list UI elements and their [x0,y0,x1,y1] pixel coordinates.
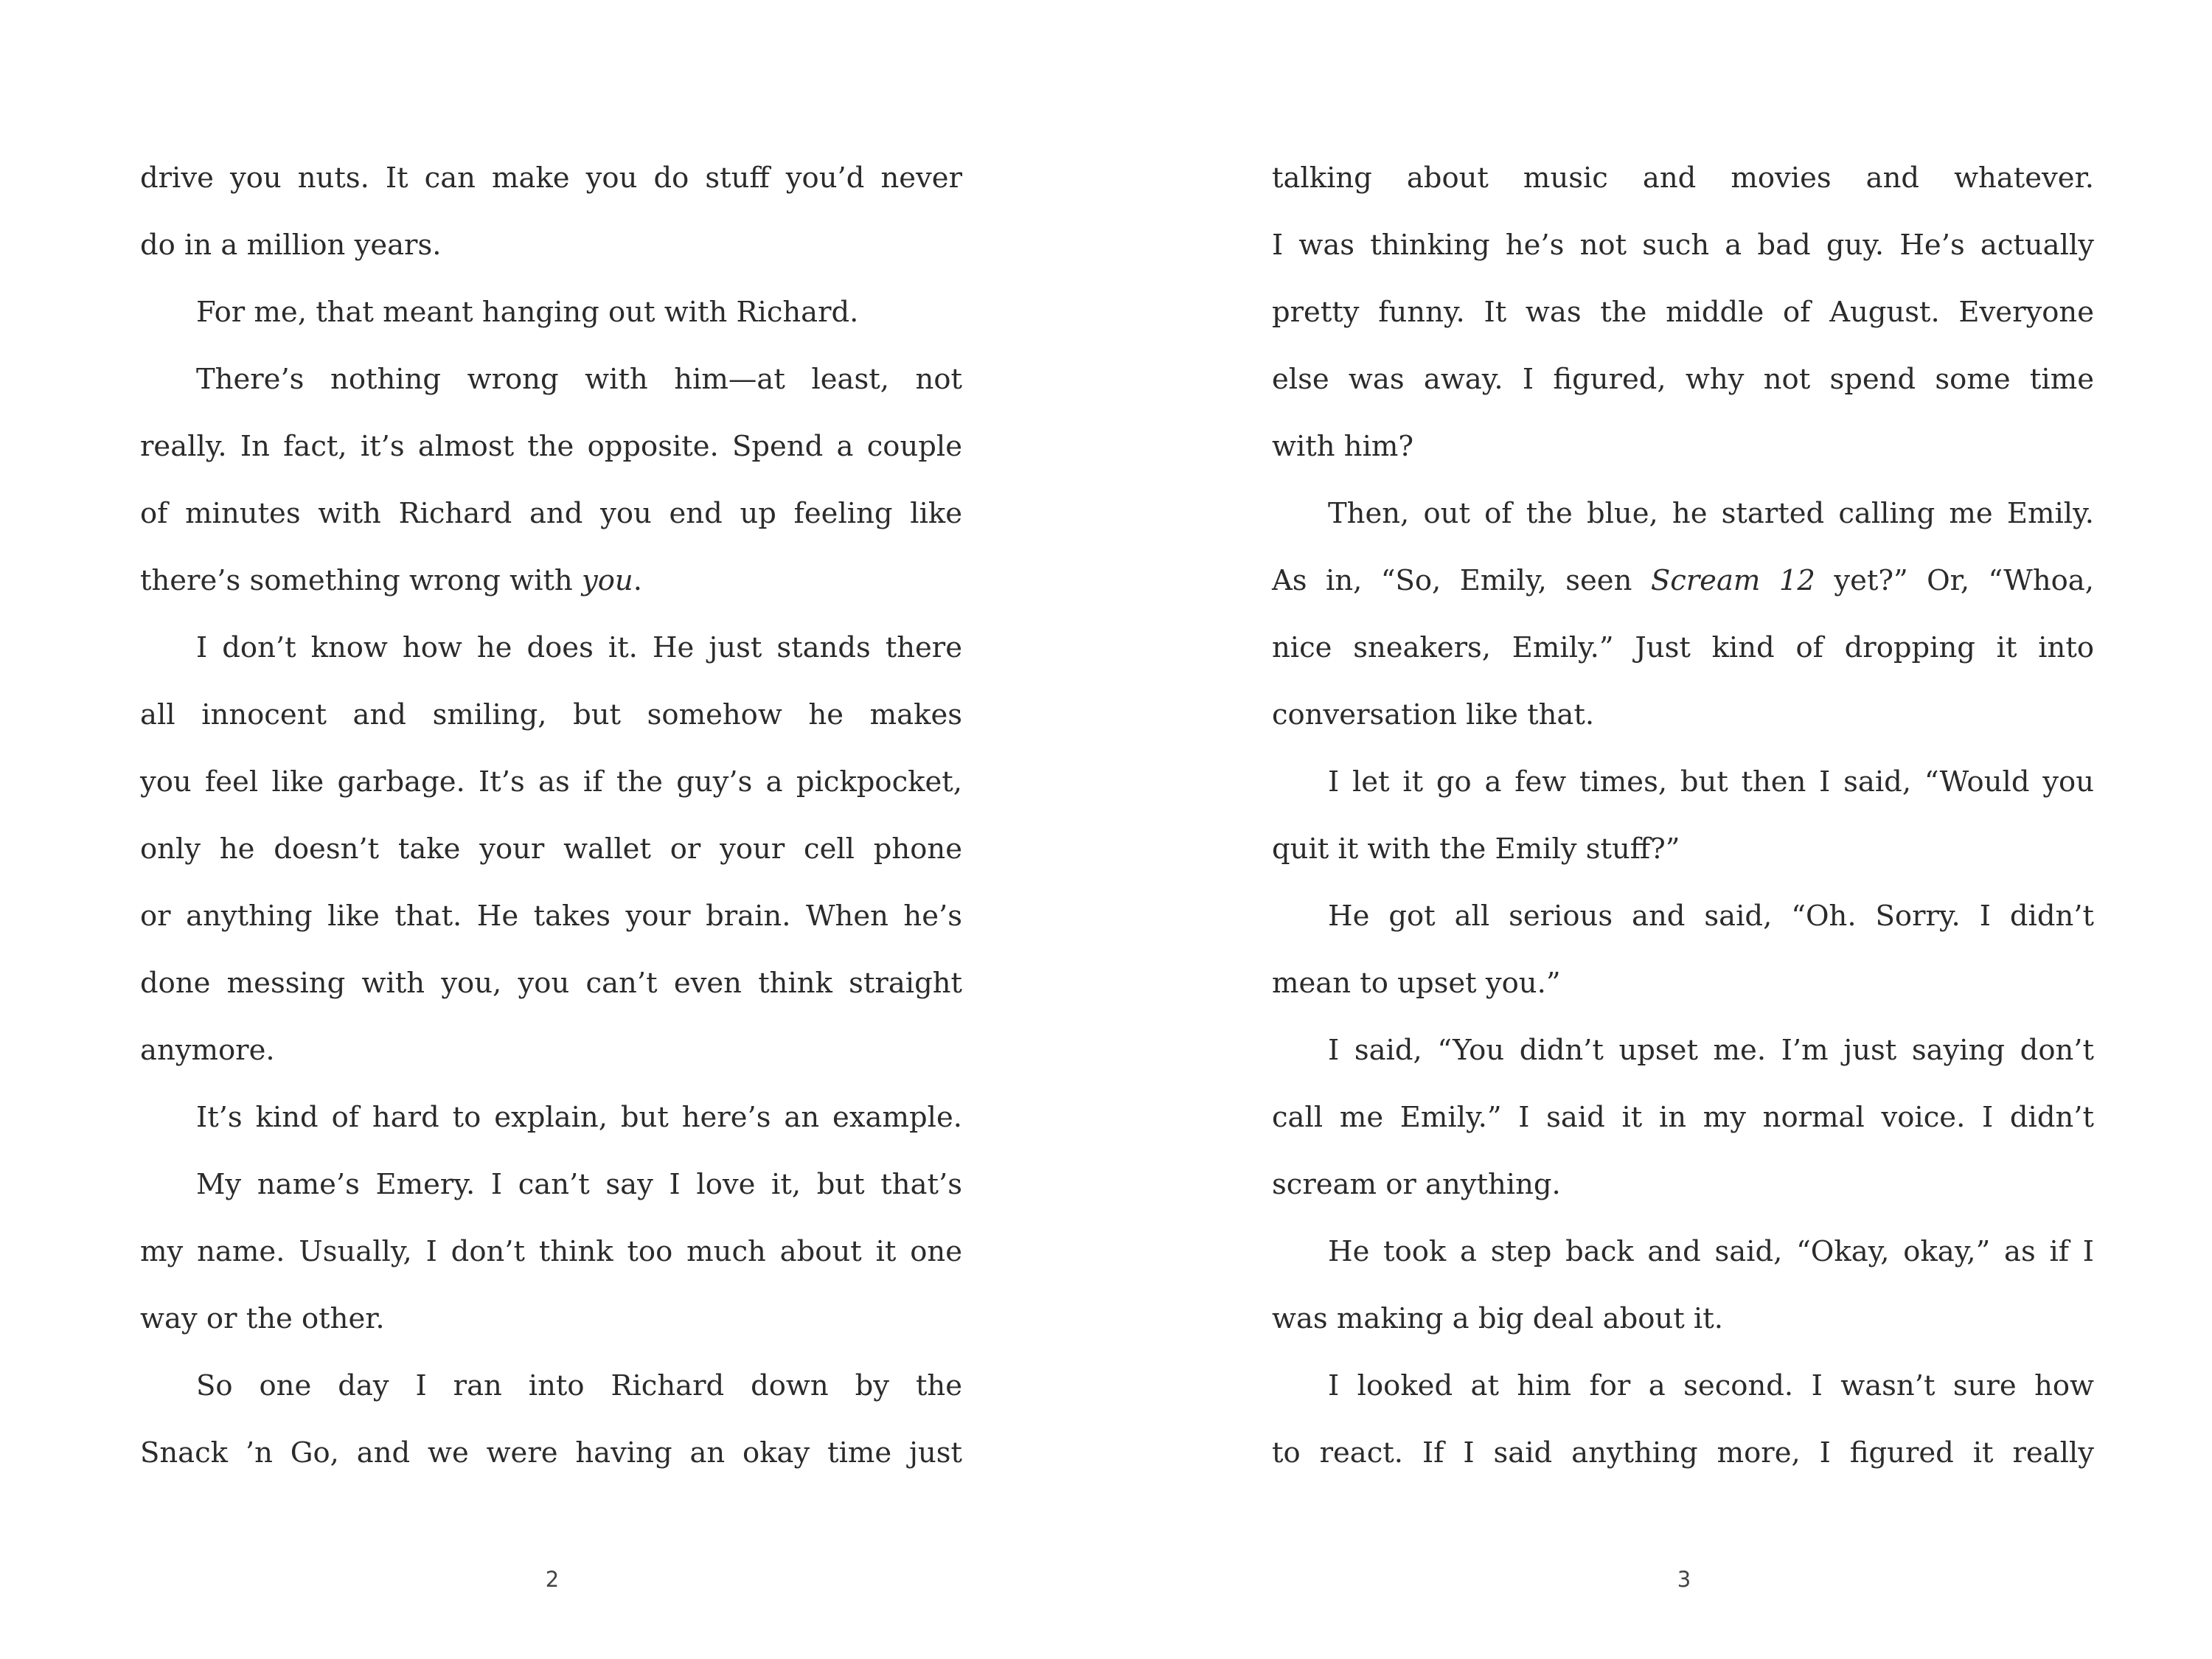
text-line: anymore. [140,1034,275,1067]
text-run: yet?” Or, “Whoa, [1815,564,2095,597]
text-line: do in a million years. [140,229,442,262]
text-line: For me, that meant hanging out with Richard. [196,296,859,329]
text-line: or anything like that. He takes your brain. When he’s [140,900,962,933]
text-line: pretty funny. It was the middle of August. Everyone [1272,296,2094,329]
text-line: I let it go a few times, but then I said, “Would you [1328,765,2094,799]
text-line: all innocent and smiling, but somehow he makes [140,698,962,731]
text-line: nice sneakers, Emily.” Just kind of dropping it into [1272,631,2094,664]
text-line: He took a step back and said, “Okay, okay,” as if I [1328,1235,2094,1268]
page-number: 3 [1677,1567,1691,1592]
text-line: my name. Usually, I don’t think too much about it one [140,1235,962,1268]
text-line: I was thinking he’s not such a bad guy. He’s actually [1272,229,2094,262]
text-line: talking about music and movies and whatever. [1272,161,2094,195]
text-line: to react. If I said anything more, I figured it really [1272,1436,2094,1470]
text-line: There’s nothing wrong with him—at least, not [196,363,962,396]
text-line: mean to upset you.” [1272,967,1561,1000]
text-line: He got all serious and said, “Oh. Sorry. I didn’t [1328,900,2094,933]
text-line: quit it with the Emily stuff?” [1272,832,1680,866]
italic-text: Scream 12 [1650,564,1815,597]
text-line: way or the other. [140,1302,385,1335]
text-line: I don’t know how he does it. He just stands there [196,631,962,664]
text-line: drive you nuts. It can make you do stuff you’d never [140,161,962,195]
text-line: of minutes with Richard and you end up feeling like [140,497,962,530]
page-number: 2 [545,1567,560,1592]
text-run: there’s something wrong with [140,564,582,597]
text-line: I looked at him for a second. I wasn’t sure how [1328,1369,2094,1402]
text-line: call me Emily.” I said it in my normal voice. I didn’t [1272,1101,2094,1134]
text-line: done messing with you, you can’t even think straight [140,967,962,1000]
left-page-text [140,145,962,1486]
text-line: conversation like that. [1272,698,1595,731]
text-run: . [633,564,642,597]
italic-text: you [581,564,633,597]
text-line: Snack ’n Go, and we were having an okay time just [140,1436,962,1470]
text-line: was making a big deal about it. [1272,1302,1723,1335]
right-page-text [1272,145,2094,1486]
text-line: with him? [1272,430,1414,463]
text-line [1272,547,2094,614]
text-line: Then, out of the blue, he started calling me Emily. [1328,497,2094,530]
text-line: I said, “You didn’t upset me. I’m just saying don’t [1328,1034,2094,1067]
text-line: So one day I ran into Richard down by the [196,1369,962,1402]
text-run: As in, “So, Emily, seen [1272,564,1651,597]
text-line [140,547,962,614]
text-line: scream or anything. [1272,1168,1561,1201]
text-line: My name’s Emery. I can’t say I love it, but that’s [196,1168,962,1201]
text-line: else was away. I figured, why not spend some time [1272,363,2094,396]
text-line: you feel like garbage. It’s as if the guy’s a pickpocket, [140,765,962,799]
text-line: only he doesn’t take your wallet or your cell phone [140,832,962,866]
text-line: really. In fact, it’s almost the opposite. Spend a couple [140,430,962,463]
text-line: It’s kind of hard to explain, but here’s an example. [196,1101,962,1134]
right-page [1106,0,2212,1659]
